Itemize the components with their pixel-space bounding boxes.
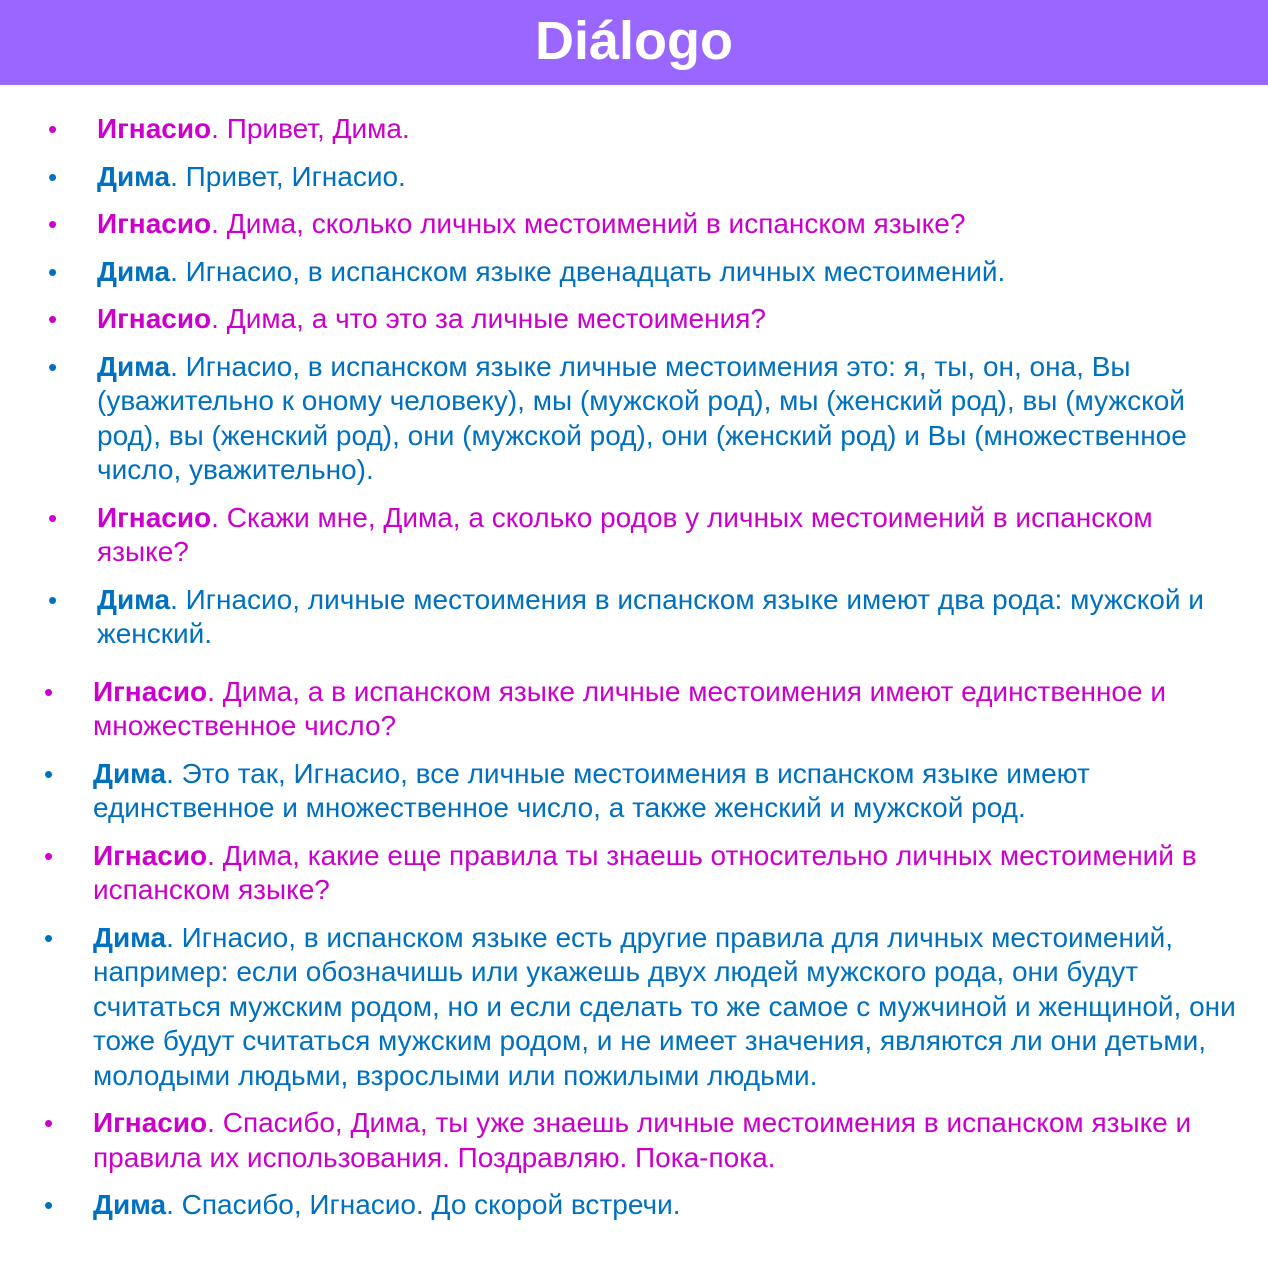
dialogue-line-ignacio <box>0 1106 1268 1175</box>
speaker-name: Дима <box>97 255 171 287</box>
line-text: . Привет, Дима. <box>211 113 410 144</box>
dialogue-line-ignacio <box>0 207 1268 242</box>
bullet-icon: • <box>44 758 54 789</box>
line-text: . Дима, сколько личных местоимений в испанском языке? <box>211 208 966 239</box>
dialogue-line-ignacio <box>0 501 1268 570</box>
line-text: . Дима, какие еще правила ты знаешь относительно личных местоимений в испанском языке? <box>93 839 1197 905</box>
dialogue-line-dima <box>0 160 1268 195</box>
bullet-icon: • <box>48 114 58 144</box>
speaker-name: Дима <box>93 921 167 953</box>
title-bar <box>0 0 1268 85</box>
dialogue-line-dima <box>0 757 1268 826</box>
speaker-name: Дима <box>97 350 171 382</box>
speaker-name: Игнасио <box>93 1107 208 1138</box>
bullet-icon: • <box>48 584 58 615</box>
dialogue-line-dima <box>0 1188 1268 1223</box>
speaker-name: Игнасио <box>93 675 208 707</box>
speaker-name: Дима <box>93 1189 167 1220</box>
speaker-name: Игнасио <box>97 303 212 334</box>
bullet-icon: • <box>44 840 54 871</box>
dialogue-line-dima <box>0 350 1268 488</box>
speaker-name: Игнасио <box>97 501 212 533</box>
bullet-icon: • <box>44 1190 54 1220</box>
page-title: Diálogo <box>535 10 733 71</box>
dialogue-line-dima <box>0 583 1268 652</box>
bullet-icon: • <box>44 922 54 953</box>
bullet-icon: • <box>44 676 54 707</box>
bullet-icon: • <box>44 1108 54 1138</box>
line-text: . Игнасио, личные местоимения в испанском языке имеют два рода: мужской и женский. <box>97 583 1204 649</box>
speaker-name: Игнасио <box>93 839 208 871</box>
line-text: . Это так, Игнасио, все личные местоимения в испанском языке имеют единственное и множественное число, а также женский и мужской род. <box>93 757 1090 823</box>
line-text: . Спасибо, Дима, ты уже знаешь личные местоимения в испанском языке и правила их использования. Поздравляю. Пока-пока. <box>93 1107 1192 1173</box>
bullet-icon: • <box>48 502 58 533</box>
dialogue-line-ignacio <box>0 302 1268 337</box>
line-text: . Игнасио, в испанском языке есть другие правила для личных местоимений, например: если обозначишь или укажешь двух людей мужского рода, они будут считаться мужским родом, но и если сделать то же самое с мужчиной и женщиной, они тоже будут считаться мужским родом, и не имеет значения, являются ли они детьми, молодыми людьми, взрослыми или пожилыми людьми. <box>93 921 1236 1091</box>
dialogue-list <box>0 112 1268 1223</box>
line-text: . Игнасио, в испанском языке двенадцать личных местоимений. <box>170 255 1006 287</box>
speaker-name: Игнасио <box>97 208 212 239</box>
dialogue-line-ignacio <box>0 112 1268 147</box>
bullet-icon: • <box>48 161 58 192</box>
dialogue-line-dima <box>0 921 1268 1094</box>
line-text: . Дима, а что это за личные местоимения? <box>211 303 766 334</box>
line-text: . Дима, а в испанском языке личные местоимения имеют единственное и множественное число? <box>93 675 1166 741</box>
speaker-name: Дима <box>97 583 171 615</box>
bullet-icon: • <box>48 209 58 239</box>
bullet-icon: • <box>48 351 58 382</box>
speaker-name: Дима <box>97 160 171 192</box>
speaker-name: Дима <box>93 757 167 789</box>
line-text: . Скажи мне, Дима, а сколько родов у личных местоимений в испанском языке? <box>97 501 1153 567</box>
bullet-icon: • <box>48 304 58 334</box>
line-text: . Игнасио, в испанском языке личные местоимения это: я, ты, он, она, Вы (уважительно к оному человеку), мы (мужской род), мы (женский род), вы (мужской род), вы (женский род), они (мужской род), они (женский род) и Вы (множественное число, уважительно). <box>97 350 1187 485</box>
dialogue-line-ignacio <box>0 839 1268 908</box>
dialogue-line-ignacio <box>0 675 1268 744</box>
dialogue-line-dima <box>0 255 1268 290</box>
bullet-icon: • <box>48 256 58 287</box>
line-text: . Привет, Игнасио. <box>170 160 406 192</box>
line-text: . Спасибо, Игнасио. До скорой встречи. <box>166 1189 681 1220</box>
speaker-name: Игнасио <box>97 113 212 144</box>
